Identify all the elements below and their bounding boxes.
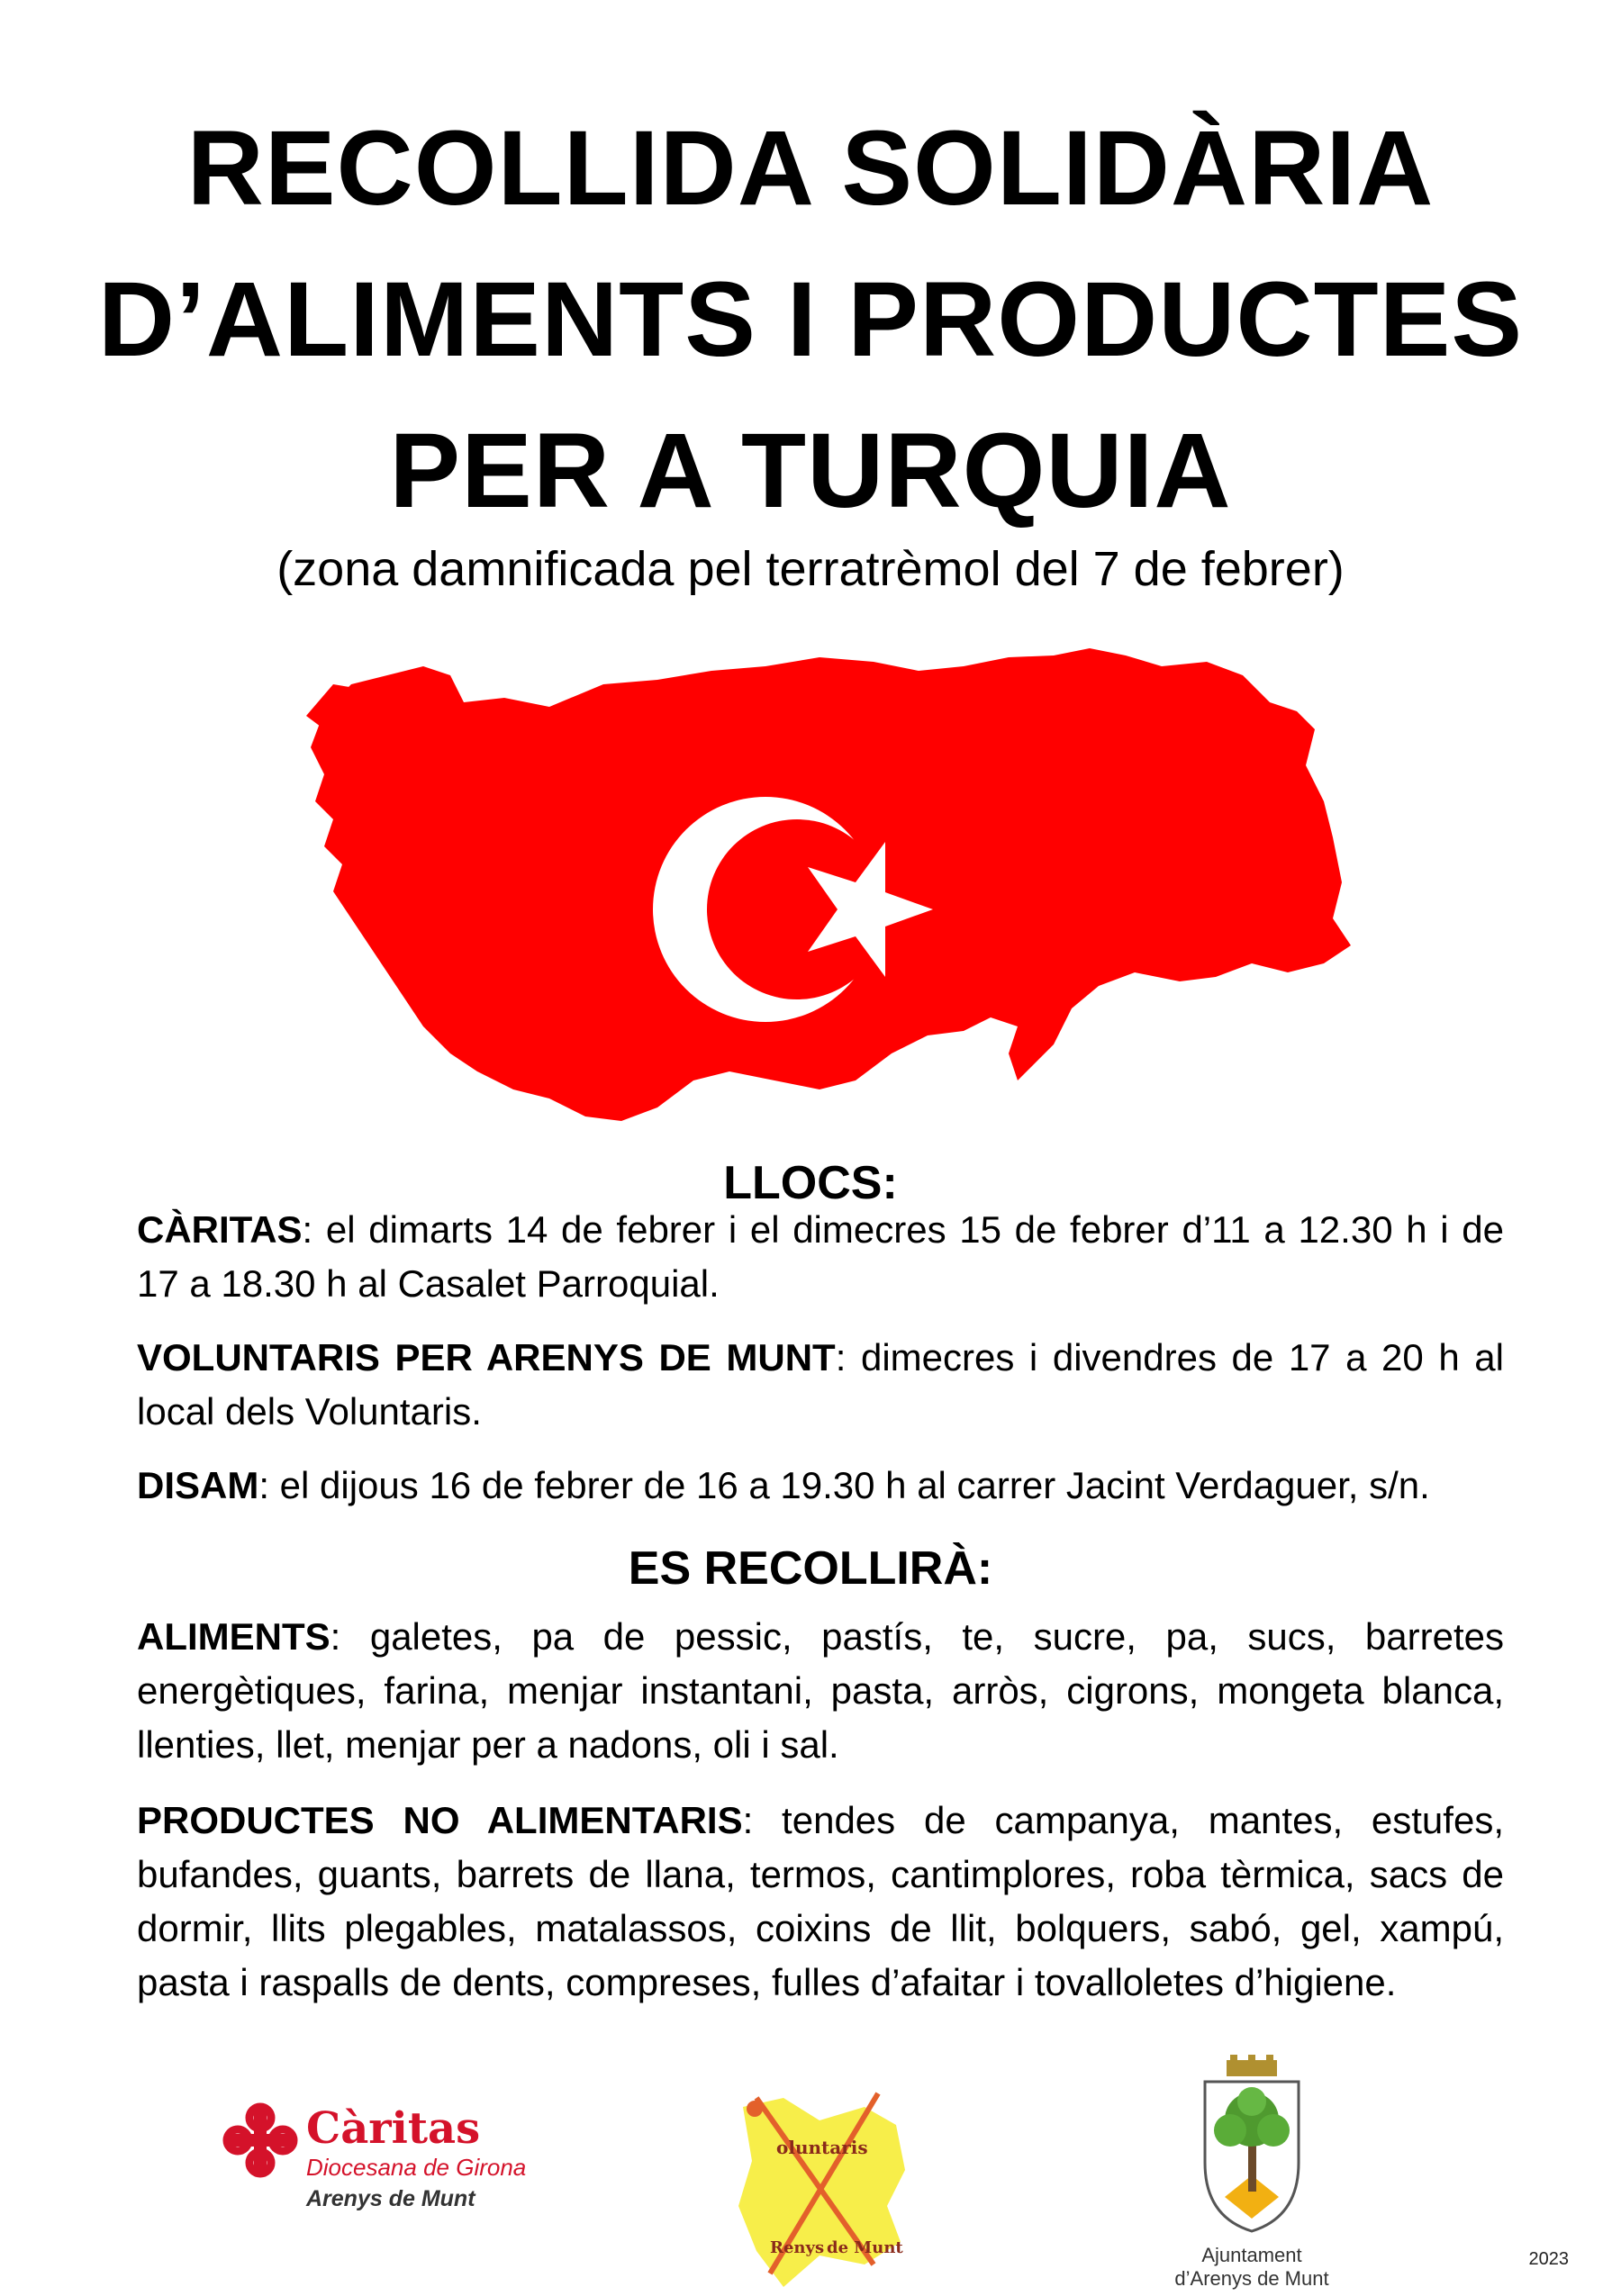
title-line-1: RECOLLIDA SOLIDÀRIA <box>186 109 1435 228</box>
aliments-label: ALIMENTS <box>137 1615 331 1658</box>
lloc-voluntaris-text: : dimecres i divendres de 17 a 20 h al local dels Voluntaris. <box>137 1336 1504 1433</box>
lloc-disam-label: DISAM <box>137 1464 259 1506</box>
lloc-disam <box>137 1459 1504 1513</box>
ajuntament-name-line-1: Ajuntament <box>1201 2244 1302 2266</box>
lloc-voluntaris <box>137 1331 1504 1439</box>
subtitle: (zona damnificada pel terratrèmol del 7 de febrer) <box>276 542 1345 596</box>
voluntaris-logo-renys: Renys <box>770 2238 825 2257</box>
title-line-3: PER A TURQUIA <box>389 411 1232 530</box>
turkey-flag-map-image <box>297 630 1360 1134</box>
caritas-logo-town: Arenys de Munt <box>306 2186 475 2211</box>
lloc-voluntaris-label: VOLUNTARIS PER ARENYS DE MUNT <box>137 1336 836 1379</box>
voluntaris-logo-word: oluntaris <box>776 2137 868 2158</box>
productes-label: PRODUCTES NO ALIMENTARIS <box>137 1799 743 1841</box>
voluntaris-logo-munt: de Munt <box>827 2238 903 2257</box>
lloc-disam-text: : el dijous 16 de febrer de 16 a 19.30 h al carrer Jacint Verdaguer, s/n. <box>258 1464 1430 1506</box>
caritas-cross-logo <box>222 2102 299 2179</box>
year-label: 2023 <box>1528 2249 1569 2269</box>
productes-paragraph <box>137 1794 1504 2010</box>
lloc-caritas-label: CÀRITAS <box>137 1208 303 1251</box>
llocs-heading: LLOCS: <box>723 1157 898 1209</box>
title-line-2: D’ALIMENTS I PRODUCTES <box>97 260 1524 379</box>
ajuntament-coat-of-arms <box>1180 2055 1324 2235</box>
aliments-paragraph <box>137 1610 1504 1772</box>
lloc-caritas <box>137 1203 1504 1311</box>
recollira-heading: ES RECOLLIRÀ: <box>628 1542 993 1595</box>
aliments-text: : galetes, pa de pessic, pastís, te, sucre, pa, sucs, barretes energètiques, farina, menjar instantani, pasta, arròs, cigrons, mongeta blanca, llenties, llet, menjar per a nadons, oli i sal. <box>137 1615 1504 1766</box>
caritas-logo-name: Càritas <box>306 2103 481 2154</box>
ajuntament-name-line-2: d’Arenys de Munt <box>1174 2267 1329 2290</box>
lloc-caritas-text: : el dimarts 14 de febrer i el dimecres 15 de febrer d’11 a 12.30 h i de 17 a 18.30 h al Casalet Parroquial. <box>137 1208 1504 1305</box>
productes-text: : tendes de campanya, mantes, estufes, bufandes, guants, barrets de llana, termos, cantimplores, roba tèrmica, sacs de dormir, llits plegables, matalassos, coixins de llit, bolquers, sabó, gel, xampú, pasta i raspalls de dents, compreses, fulles d’afaitar i tovalloletes d’higiene. <box>137 1799 1504 2003</box>
voluntaris-logo <box>720 2071 919 2296</box>
caritas-logo-subtitle: Diocesana de Girona <box>306 2154 527 2181</box>
